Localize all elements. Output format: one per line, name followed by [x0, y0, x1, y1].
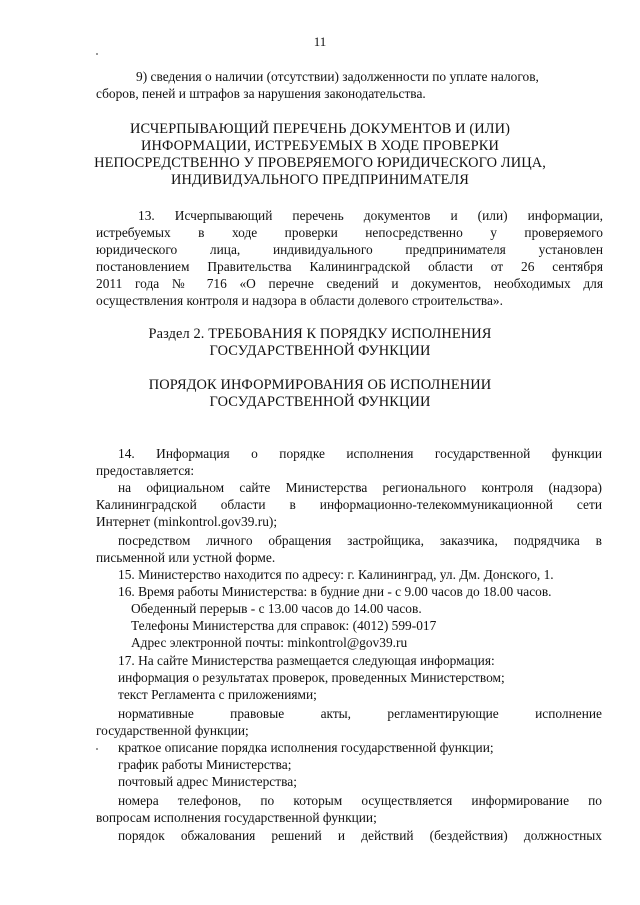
para17-line-9: номера телефонов, по которым осуществляется информирование по — [118, 793, 602, 808]
para16-line-1: 16. Время работы Министерства: в будние дни - с 9.00 часов до 18.00 часов. — [118, 584, 552, 599]
item9-line-1: 9) сведения о наличии (отсутствии) задолженности по уплате налогов, — [136, 69, 539, 84]
para13-line-3: юридического лица, индивидуального предпринимателя установлен — [96, 242, 603, 257]
heading1-line-1: ИСЧЕРПЫВАЮЩИЙ ПЕРЕЧЕНЬ ДОКУМЕНТОВ И (ИЛИ) — [130, 121, 510, 137]
para17-line-6: краткое описание порядка исполнения государственной функции; — [118, 740, 494, 755]
para14-line-3: на официальном сайте Министерства регионального контроля (надзора) — [118, 480, 602, 495]
section2-title-line-2: ГОСУДАРСТВЕННОЙ ФУНКЦИИ — [209, 343, 431, 359]
heading1-line-2: ИНФОРМАЦИИ, ИСТРЕБУЕМЫХ В ХОДЕ ПРОВЕРКИ — [141, 138, 499, 154]
para13-line-5: 2011 года № 716 «О перечне сведений и документов, необходимых для — [96, 276, 603, 291]
heading2-line-2: ГОСУДАРСТВЕННОЙ ФУНКЦИИ — [209, 394, 431, 410]
para17-line-2: информация о результатах проверок, проведенных Министерством; — [118, 670, 505, 685]
para17-line-4: нормативные правовые акты, регламентирующие исполнение — [118, 706, 602, 721]
para17-line-8: почтовый адрес Министерства; — [118, 774, 297, 789]
heading1-line-4: ИНДИВИДУАЛЬНОГО ПРЕДПРИНИМАТЕЛЯ — [171, 172, 469, 188]
para13-line-1: 13. Исчерпывающий перечень документов и (или) информации, — [138, 208, 603, 223]
para13-line-4: постановлением Правительства Калининградской области от 26 сентября — [96, 259, 603, 274]
page-number: 11 — [313, 34, 327, 49]
para17-line-3: текст Регламента с приложениями; — [118, 687, 317, 702]
para17-line-5: государственной функции; — [96, 723, 249, 738]
section2-title-line-1: Раздел 2. ТРЕБОВАНИЯ К ПОРЯДКУ ИСПОЛНЕНИЯ — [148, 326, 492, 342]
scan-speck — [96, 53, 98, 55]
para16-line-3: Телефоны Министерства для справок: (4012) 599-017 — [131, 618, 437, 633]
heading1-line-3: НЕПОСРЕДСТВЕННО У ПРОВЕРЯЕМОГО ЮРИДИЧЕСКОГО ЛИЦА, — [94, 155, 546, 171]
scan-speck — [96, 748, 98, 750]
para16-line-4: Адрес электронной почты: minkontrol@gov39.ru — [131, 635, 408, 650]
para14-line-7: письменной или устной форме. — [96, 550, 276, 565]
para16-line-2: Обеденный перерыв - с 13.00 часов до 14.00 часов. — [131, 601, 422, 616]
para13-line-2: истребуемых в ходе проверки непосредственно у проверяемого — [96, 225, 603, 240]
para14-line-6: посредством личного обращения застройщика, заказчика, подрядчика в — [118, 533, 602, 548]
para14-line-5: Интернет (minkontrol.gov39.ru); — [96, 514, 278, 529]
para14-line-1: 14. Информация о порядке исполнения государственной функции — [118, 446, 602, 461]
para14-line-2: предоставляется: — [96, 463, 195, 478]
para15-line: 15. Министерство находится по адресу: г. Калининград, ул. Дм. Донского, 1. — [118, 567, 554, 582]
para17-line-10: вопросам исполнения государственной функции; — [96, 810, 377, 825]
item9-line-2: сборов, пеней и штрафов за нарушения законодательства. — [96, 86, 426, 101]
para17-line-11: порядок обжалования решений и действий (бездействия) должностных — [118, 828, 602, 843]
para13-line-6: осуществления контроля и надзора в области долевого строительства». — [96, 293, 503, 308]
para14-line-4: Калининградской области в информационно-телекоммуникационной сети — [96, 497, 602, 512]
heading2-line-1: ПОРЯДОК ИНФОРМИРОВАНИЯ ОБ ИСПОЛНЕНИИ — [148, 377, 492, 393]
para17-line-7: график работы Министерства; — [118, 757, 292, 772]
para17-line-1: 17. На сайте Министерства размещается следующая информация: — [118, 653, 495, 668]
